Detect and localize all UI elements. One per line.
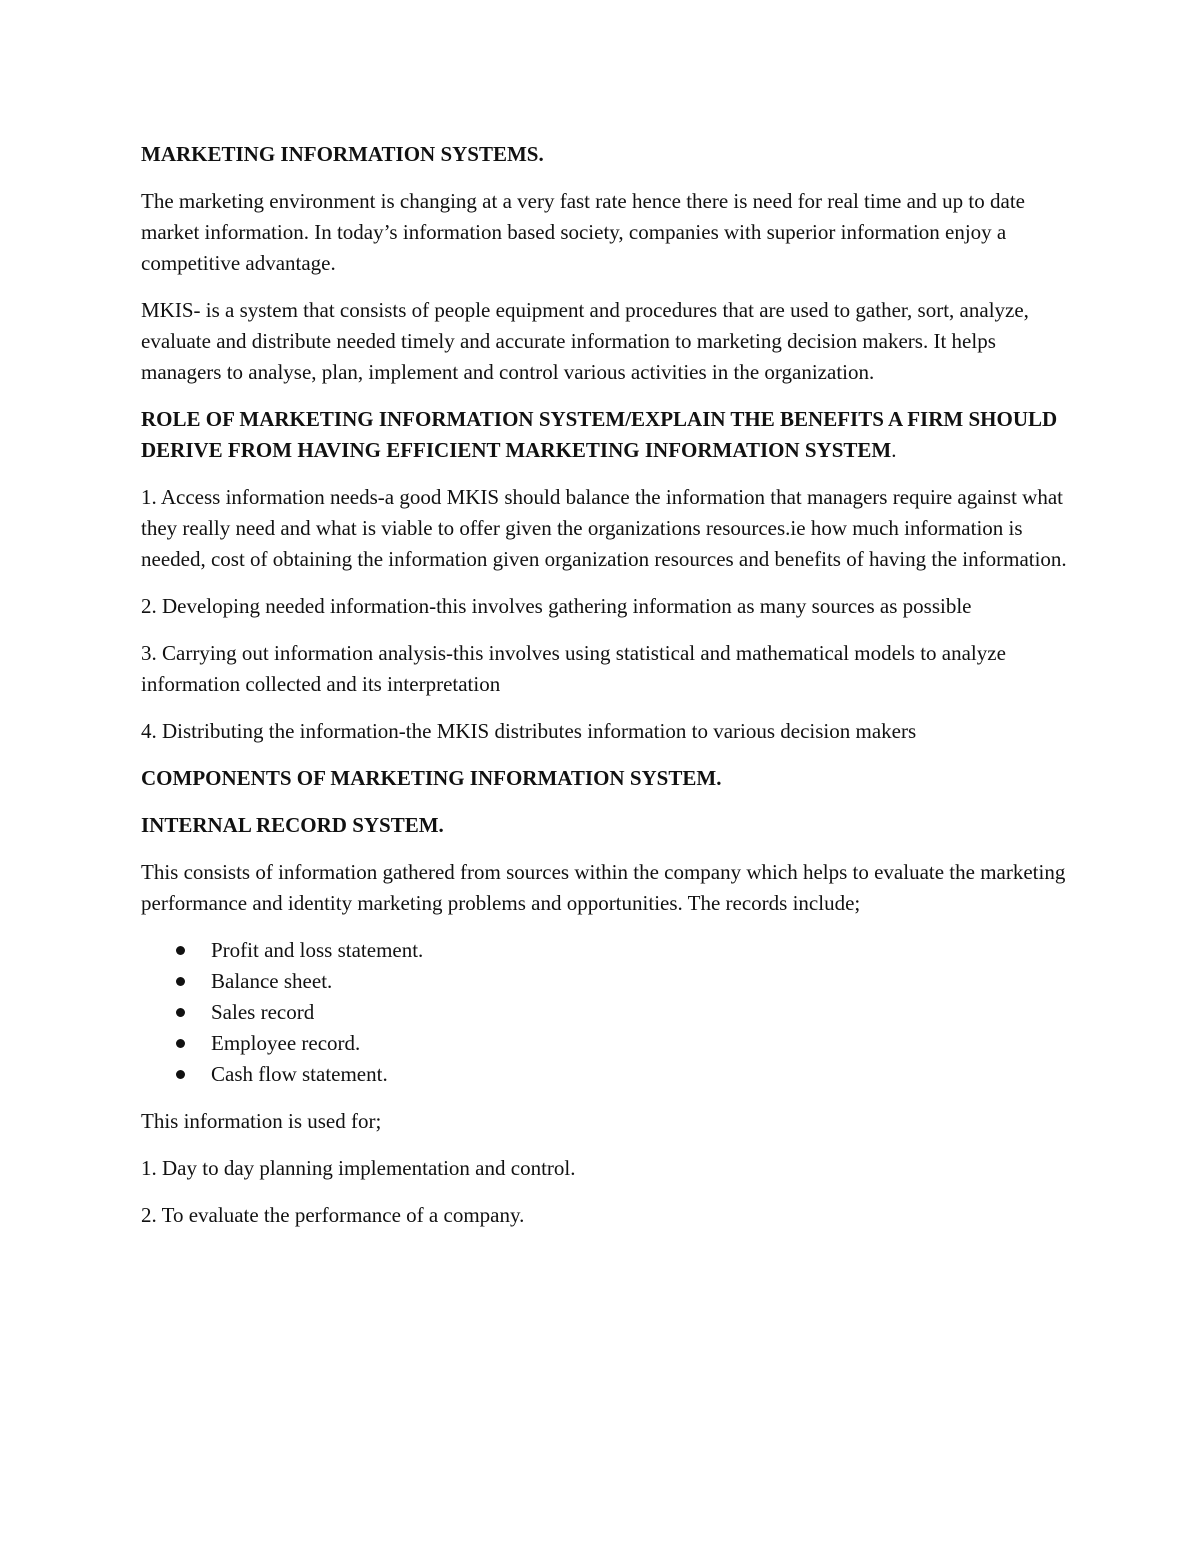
bullet-icon bbox=[176, 977, 185, 986]
role-heading: ROLE OF MARKETING INFORMATION SYSTEM/EXPLAIN THE BENEFITS A FIRM SHOULD DERIVE FROM HAVING EFFICIENT MARKETING INFORMATION SYSTEM bbox=[141, 407, 1058, 462]
list-item bbox=[211, 1059, 1071, 1090]
intro-paragraph: The marketing environment is changing at a very fast rate hence there is need for real time and up to date market information. In today’s information based society, companies with superior information enjoy a competitive advantage. bbox=[141, 189, 1025, 275]
role-point-4: 4. Distributing the information-the MKIS distributes information to various decision makers bbox=[141, 719, 917, 743]
bullet-icon bbox=[176, 946, 185, 955]
bullet-icon bbox=[176, 1070, 185, 1079]
document-body bbox=[141, 139, 1071, 1247]
list-item bbox=[211, 997, 1071, 1028]
role-point-1: 1. Access information needs-a good MKIS should balance the information that managers require against what they really need and what is viable to offer given the organizations resources.ie how much information is needed, cost of obtaining the information given organization resources and benefits of having the information. bbox=[141, 485, 1067, 571]
internal-record-heading: INTERNAL RECORD SYSTEM. bbox=[141, 813, 444, 837]
bullet-icon bbox=[176, 1039, 185, 1048]
use-item-2: 2. To evaluate the performance of a company. bbox=[141, 1203, 525, 1227]
internal-record-paragraph: This consists of information gathered from sources within the company which helps to evaluate the marketing performance and identity marketing problems and opportunities. The records include; bbox=[141, 860, 1066, 915]
list-item bbox=[211, 935, 1071, 966]
document-title: MARKETING INFORMATION SYSTEMS. bbox=[141, 142, 544, 166]
use-item-1: 1. Day to day planning implementation and control. bbox=[141, 1156, 576, 1180]
uses-intro: This information is used for; bbox=[141, 1109, 382, 1133]
bullet-icon bbox=[176, 1008, 185, 1017]
list-item-text: Balance sheet. bbox=[211, 969, 333, 993]
definition-paragraph: MKIS- is a system that consists of people equipment and procedures that are used to gather, sort, analyze, evaluate and distribute needed timely and accurate information to marketing decision makers. It helps managers to analyse, plan, implement and control various activities in the organization. bbox=[141, 298, 1029, 384]
role-heading-block bbox=[141, 404, 1071, 466]
role-point-2: 2. Developing needed information-this involves gathering information as many sources as possible bbox=[141, 594, 972, 618]
records-list bbox=[141, 935, 1071, 1090]
list-item bbox=[211, 1028, 1071, 1059]
list-item-text: Sales record bbox=[211, 1000, 315, 1024]
list-item-text: Employee record. bbox=[211, 1031, 361, 1055]
list-item-text: Cash flow statement. bbox=[211, 1062, 388, 1086]
components-heading: COMPONENTS OF MARKETING INFORMATION SYSTEM. bbox=[141, 766, 722, 790]
role-heading-period: . bbox=[891, 438, 897, 462]
role-point-3: 3. Carrying out information analysis-this involves using statistical and mathematical models to analyze information collected and its interpretation bbox=[141, 641, 1006, 696]
list-item-text: Profit and loss statement. bbox=[211, 938, 424, 962]
list-item bbox=[211, 966, 1071, 997]
